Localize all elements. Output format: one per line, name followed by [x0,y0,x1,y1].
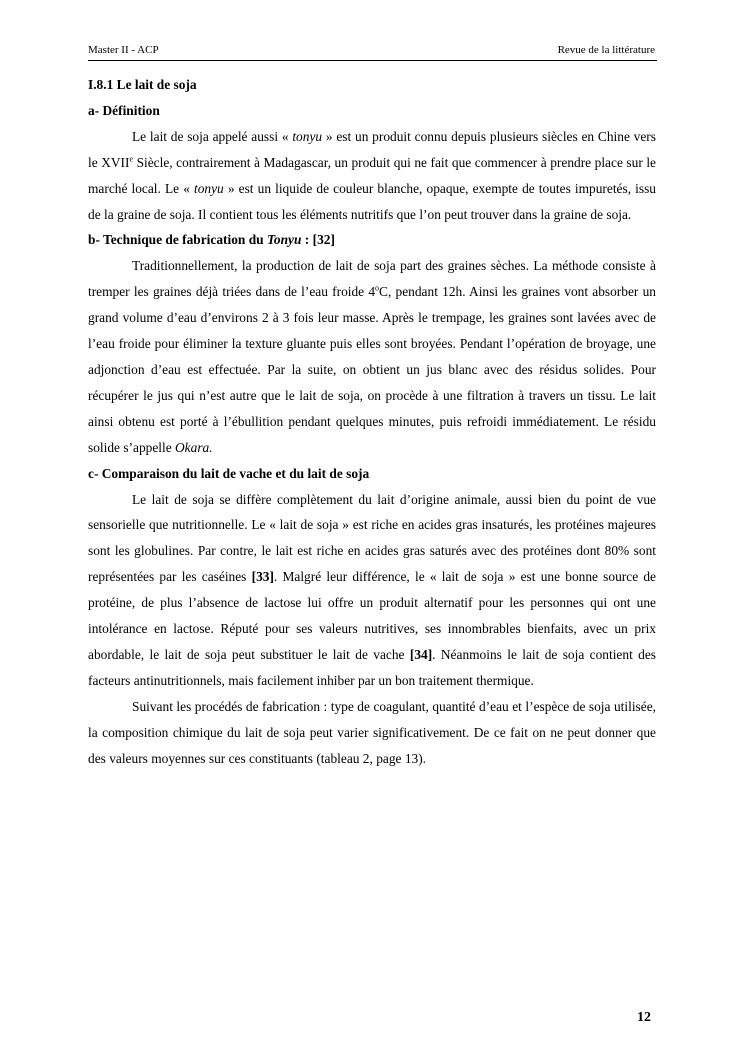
paragraph-comparaison-1: Le lait de soja se diffère complètement du lait d’origine animale, aussi bien du point de vue sensorielle que nutritionnelle. Le « lait de soja » est riche en acides gras insaturés, les protéines majeures sont les globulines. Par contre, le lait est riche en acides gras saturés avec des protéines dont 80% sont représentées par les caséines [33]. Malgré leur différence, le « lait de soja » est une bonne source de protéine, de plus l’absence de lactose lui offre un produit alternatif pour les personnes qui ont une intolérance en lactose. Réputé pour ses valeurs nutritives, ses innombrables bienfaits, avec un prix abordable, le lait de soja peut substituer le lait de vache [34]. Néanmoins le lait de soja contient des facteurs antinutritionnels, mais facilement inhiber par un bon traitement thermique. [88,491,657,688]
page-number: 12 [637,1010,651,1025]
section-title: I.8.1 Le lait de soja [88,77,197,92]
header-left: Master II - ACP [88,44,159,56]
subheading-fabrication: b- Technique de fabrication du Tonyu : [32] [88,232,335,248]
page-content [88,72,656,771]
subheading-comparaison: c- Comparaison du lait de vache et du lait de soja [88,465,370,481]
paragraph-definition: Le lait de soja appelé aussi « tonyu » est un produit connu depuis plusieurs siècles en Chine vers le XVIIe Siècle, contrairement à Madagascar, un produit qui ne fait que commencer à prendre place sur le marché local. Le « tonyu » est un liquide de couleur blanche, opaque, exempte de toutes impuretés, issu de la graine de soja. Il contient tous les éléments nutritifs que l’on peut trouver dans la graine de soja. [88,128,656,222]
subheading-definition: a- Définition [88,102,160,118]
reference-33: [33] [251,569,274,585]
running-header [88,42,657,61]
paragraph-fabrication: Traditionnellement, la production de lait de soja part des graines sèches. La méthode consiste à tremper les graines déjà triées dans de l’eau froide 4$^o$C, pendant 12h. Ainsi les graines vont absorber un grand volume d’eau d’environs 2 à 3 fois leur masse. Après le trempage, les graines sont lavées avec de l’eau froide pour éliminer la texture gluante puis elles sont broyées. Pendant l’opération de broyage, une adjonction d’eau est effectuée. Par la suite, on obtient un jus blanc avec des résidus solides. Pour récupérer le jus qui n’est autre que le lait de soja, on procède à une filtration à travers un tissu. Le lait ainsi obtenu est porté à l’ébullition pendant quelques minutes, puis refroidi immédiatement. Le résidu solide s’appelle Okara. [88,258,656,455]
header-right: Revue de la littérature [557,44,655,56]
reference-34: [34] [409,646,433,662]
paragraph-comparaison-2: Suivant les procédés de fabrication : type de coagulant, quantité d’eau et l’espèce de soja utilisée, la composition chimique du lait de soja peut varier significativement. De ce fait on ne peut donner que des valeurs moyennes sur ces constituants (tableau 2, page 13). [88,698,656,766]
